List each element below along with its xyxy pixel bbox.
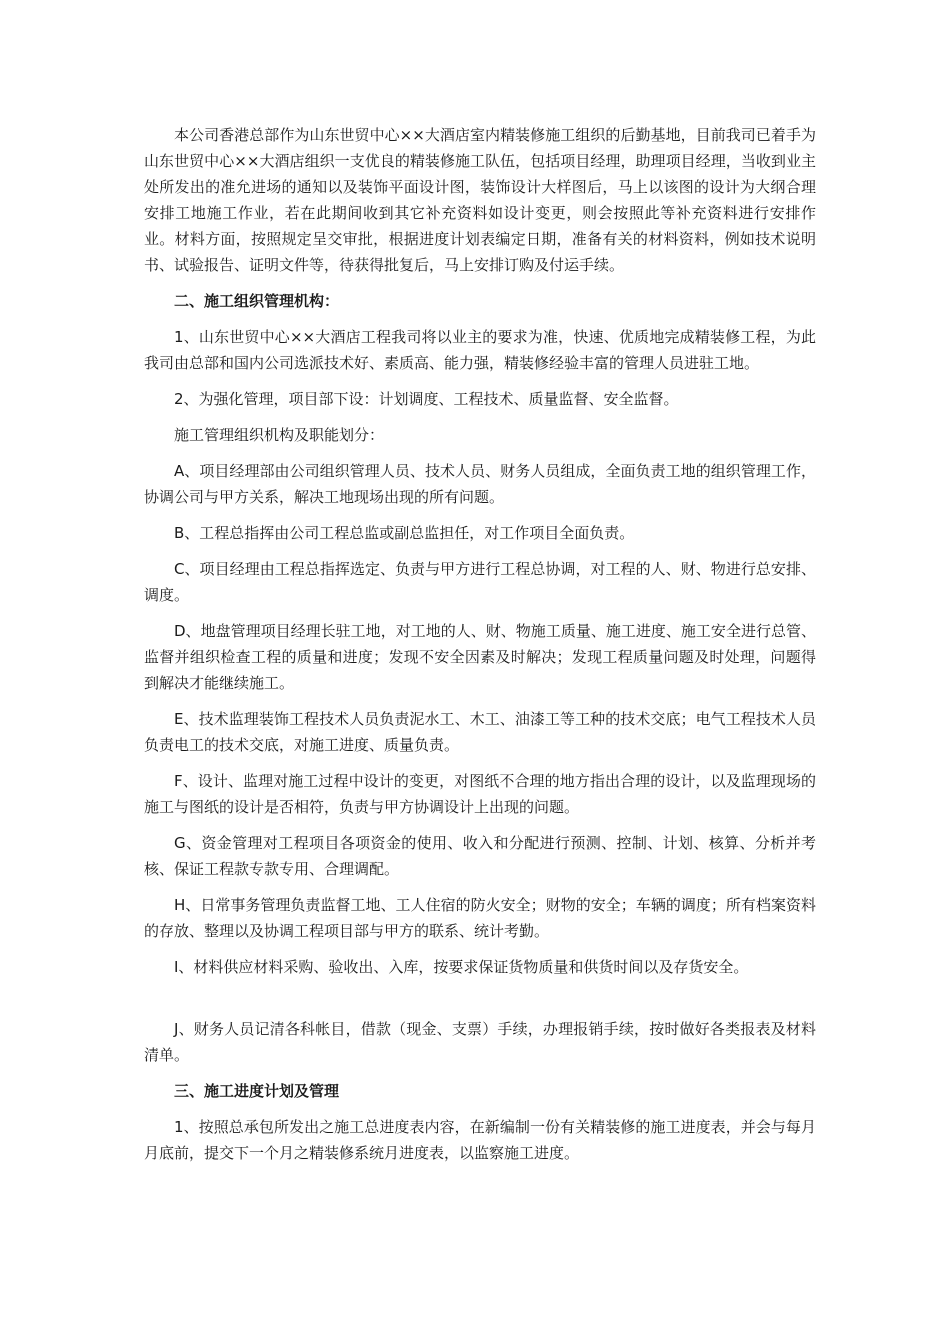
paragraph-item-i: I、材料供应材料采购、验收出、入库，按要求保证货物质量和供货时间以及存货安全。 [174, 958, 749, 976]
paragraph-item-h: H、日常事务管理负责监督工地、工人住宿的防火安全；财物的安全；车辆的调度；所有档案资料的存放、整理以及协调工程项目部与甲方的联系、统计考勤。 [144, 896, 816, 940]
paragraph-item-a: A、项目经理部由公司组织管理人员、技术人员、财务人员组成，全面负责工地的组织管理工作，协调公司与甲方关系，解决工地现场出现的所有问题。 [144, 462, 816, 506]
intro-paragraph: 本公司香港总部作为山东世贸中心××大酒店室内精装修施工组织的后勤基地，目前我司已着手为山东世贸中心××大酒店组织一支优良的精装修施工队伍，包括项目经理，助理项目经理，当收到业主处所发出的准允进场的通知以及装饰平面设计图，装饰设计大样图后，马上以该图的设计为大纲合理安排工地施工作业，若在此期间收到其它补充资料如设计变更，则会按照此等补充资料进行安排作业。材料方面，按照规定呈交审批，根据进度计划表编定日期，准备有关的材料资料，例如技术说明书、试验报告、证明文件等，待获得批复后，马上安排订购及付运手续。 [144, 126, 816, 274]
paragraph-item-g: G、资金管理对工程项目各项资金的使用、收入和分配进行预测、控制、计划、核算、分析并考核、保证工程款专款专用、合理调配。 [144, 834, 816, 878]
section-heading-schedule: 三、施工进度计划及管理 [174, 1082, 340, 1100]
paragraph-schedule-1: 1、按照总承包所发出之施工总进度表内容，在新编制一份有关精装修的施工进度表，并会与每月月底前，提交下一个月之精装修系统月进度表，以监察施工进度。 [144, 1118, 816, 1162]
paragraph-item-f: F、设计、监理对施工过程中设计的变更，对图纸不合理的地方指出合理的设计，以及监理现场的施工与图纸的设计是否相符，负责与甲方协调设计上出现的问题。 [144, 772, 816, 816]
paragraph-item-e: E、技术监理装饰工程技术人员负责泥水工、木工、油漆工等工种的技术交底；电气工程技术人员负责电工的技术交底，对施工进度、质量负责。 [144, 710, 816, 754]
document-page [144, 122, 816, 1166]
paragraph-item-j: J、财务人员记清各科帐目，借款（现金、支票）手续，办理报销手续，按时做好各类报表及材料清单。 [144, 1020, 816, 1064]
paragraph-item-2: 2、为强化管理，项目部下设：计划调度、工程技术、质量监督、安全监督。 [174, 390, 679, 408]
paragraph-item-d: D、地盘管理项目经理长驻工地，对工地的人、财、物施工质量、施工进度、施工安全进行总管、监督并组织检查工程的质量和进度；发现不安全因素及时解决；发现工程质量问题及时处理，问题得到解决才能继续施工。 [144, 622, 816, 692]
paragraph-item-c: C、项目经理由工程总指挥选定、负责与甲方进行工程总协调，对工程的人、财、物进行总安排、调度。 [144, 560, 816, 604]
paragraph-item-b: B、工程总指挥由公司工程总监或副总监担任，对工作项目全面负责。 [174, 524, 635, 542]
paragraph-division-title: 施工管理组织机构及职能划分： [174, 426, 385, 444]
section-heading-organization: 二、施工组织管理机构： [174, 292, 340, 310]
paragraph-item-1: 1、山东世贸中心××大酒店工程我司将以业主的要求为准，快速、优质地完成精装修工程，为此我司由总部和国内公司选派技术好、素质高、能力强，精装修经验丰富的管理人员进驻工地。 [144, 328, 816, 372]
